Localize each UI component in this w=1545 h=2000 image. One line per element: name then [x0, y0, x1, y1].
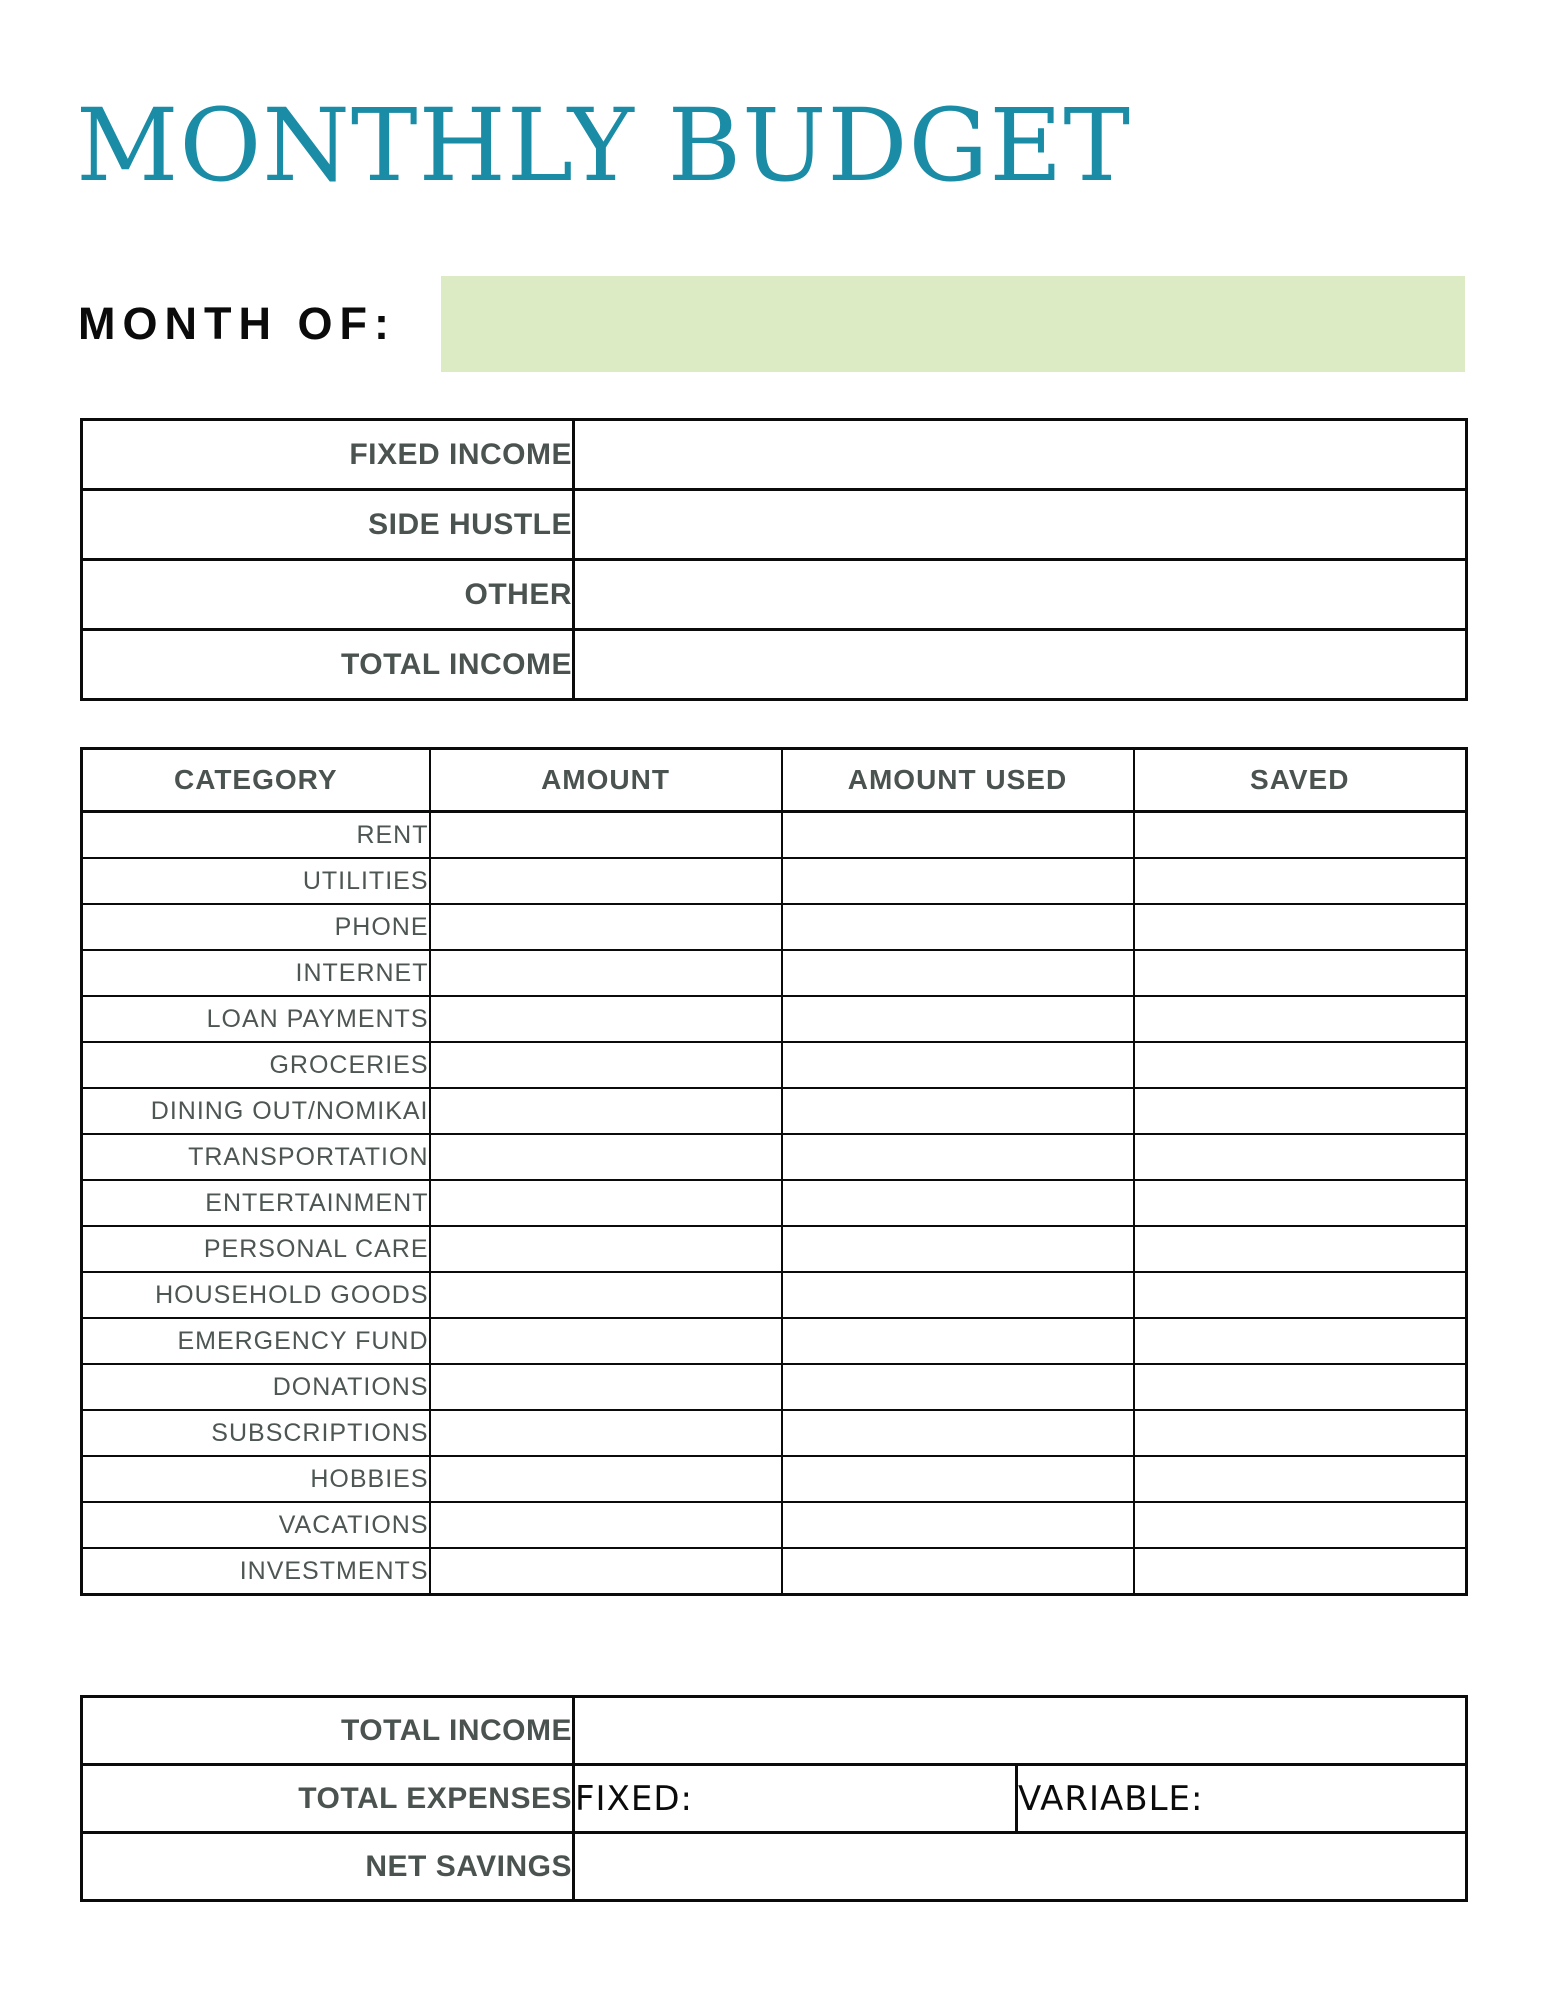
category-label: DINING OUT/NOMIKAI [82, 1088, 430, 1134]
expense-row [82, 1318, 1467, 1364]
saved-cell[interactable] [1134, 1502, 1467, 1548]
other-income-label: OTHER [82, 560, 574, 630]
amount-used-cell[interactable] [782, 904, 1134, 950]
amount-used-cell[interactable] [782, 858, 1134, 904]
expense-row [82, 1226, 1467, 1272]
saved-cell[interactable] [1134, 812, 1467, 859]
amount-cell[interactable] [430, 1180, 782, 1226]
category-label: VACATIONS [82, 1502, 430, 1548]
expense-table-body [82, 812, 1467, 1595]
side-hustle-label: SIDE HUSTLE [82, 490, 574, 560]
expense-row [82, 858, 1467, 904]
amount-cell[interactable] [430, 1410, 782, 1456]
month-of-label: MONTH OF: [78, 298, 396, 349]
summary-table [80, 1695, 1468, 1902]
saved-cell[interactable] [1134, 1456, 1467, 1502]
amount-used-cell[interactable] [782, 1410, 1134, 1456]
category-label: PERSONAL CARE [82, 1226, 430, 1272]
fixed-expenses-value-cell[interactable] [574, 1765, 1017, 1833]
amount-used-cell[interactable] [782, 1548, 1134, 1595]
amount-used-cell[interactable] [782, 1318, 1134, 1364]
amount-used-cell[interactable] [782, 1226, 1134, 1272]
total-income-label: TOTAL INCOME [82, 630, 574, 700]
amount-used-cell[interactable] [782, 1088, 1134, 1134]
saved-cell[interactable] [1134, 1180, 1467, 1226]
saved-cell[interactable] [1134, 1548, 1467, 1595]
total-income-value-cell[interactable] [574, 630, 1467, 700]
variable-expenses-label: VARIABLE: [1018, 1778, 1204, 1819]
expense-table [80, 747, 1468, 1596]
amount-column-header: AMOUNT [430, 749, 782, 812]
page-title: MONTHLY BUDGET [76, 87, 1132, 204]
fixed-income-value-cell[interactable] [574, 420, 1467, 490]
amount-used-cell[interactable] [782, 1180, 1134, 1226]
saved-cell[interactable] [1134, 1088, 1467, 1134]
saved-cell[interactable] [1134, 904, 1467, 950]
table-row [82, 560, 1467, 630]
category-label: EMERGENCY FUND [82, 1318, 430, 1364]
net-savings-label: NET SAVINGS [82, 1833, 574, 1901]
amount-cell[interactable] [430, 1088, 782, 1134]
expense-row [82, 1364, 1467, 1410]
category-column-header: CATEGORY [82, 749, 430, 812]
other-income-value-cell[interactable] [574, 560, 1467, 630]
expense-row [82, 904, 1467, 950]
amount-cell[interactable] [430, 1548, 782, 1595]
amount-used-cell[interactable] [782, 1502, 1134, 1548]
table-row [82, 1765, 1467, 1833]
category-label: HOUSEHOLD GOODS [82, 1272, 430, 1318]
table-row [82, 490, 1467, 560]
amount-cell[interactable] [430, 996, 782, 1042]
summary-total-income-value-cell[interactable] [574, 1697, 1467, 1765]
table-row [82, 1697, 1467, 1765]
variable-expenses-value-cell[interactable] [1017, 1765, 1467, 1833]
saved-cell[interactable] [1134, 1410, 1467, 1456]
expense-row [82, 1180, 1467, 1226]
category-label: GROCERIES [82, 1042, 430, 1088]
amount-used-cell[interactable] [782, 812, 1134, 859]
expense-row [82, 1134, 1467, 1180]
category-label: TRANSPORTATION [82, 1134, 430, 1180]
fixed-income-label: FIXED INCOME [82, 420, 574, 490]
saved-cell[interactable] [1134, 1226, 1467, 1272]
amount-cell[interactable] [430, 1042, 782, 1088]
amount-used-cell[interactable] [782, 1134, 1134, 1180]
amount-cell[interactable] [430, 1364, 782, 1410]
expense-row [82, 1272, 1467, 1318]
side-hustle-value-cell[interactable] [574, 490, 1467, 560]
amount-cell[interactable] [430, 1272, 782, 1318]
saved-cell[interactable] [1134, 950, 1467, 996]
fixed-expenses-label: FIXED: [575, 1778, 693, 1819]
net-savings-value-cell[interactable] [574, 1833, 1467, 1901]
category-label: PHONE [82, 904, 430, 950]
table-row [82, 1833, 1467, 1901]
category-label: INTERNET [82, 950, 430, 996]
amount-cell[interactable] [430, 1226, 782, 1272]
amount-cell[interactable] [430, 904, 782, 950]
saved-cell[interactable] [1134, 1318, 1467, 1364]
amount-cell[interactable] [430, 858, 782, 904]
expense-row [82, 996, 1467, 1042]
expense-row [82, 1548, 1467, 1595]
saved-cell[interactable] [1134, 858, 1467, 904]
month-input-field[interactable] [441, 276, 1465, 372]
saved-column-header: SAVED [1134, 749, 1467, 812]
category-label: HOBBIES [82, 1456, 430, 1502]
amount-cell[interactable] [430, 1502, 782, 1548]
summary-total-income-label: TOTAL INCOME [82, 1697, 574, 1765]
table-row [82, 630, 1467, 700]
amount-used-cell[interactable] [782, 1272, 1134, 1318]
expense-row [82, 812, 1467, 859]
table-row [82, 420, 1467, 490]
saved-cell[interactable] [1134, 1364, 1467, 1410]
amount-used-cell[interactable] [782, 950, 1134, 996]
amount-cell[interactable] [430, 950, 782, 996]
category-label: LOAN PAYMENTS [82, 996, 430, 1042]
saved-cell[interactable] [1134, 1042, 1467, 1088]
expense-row [82, 1088, 1467, 1134]
amount-cell[interactable] [430, 1318, 782, 1364]
expense-row [82, 950, 1467, 996]
amount-used-cell[interactable] [782, 1042, 1134, 1088]
expense-table-header-row [82, 749, 1467, 812]
category-label: INVESTMENTS [82, 1548, 430, 1595]
expense-row [82, 1410, 1467, 1456]
amount-used-cell[interactable] [782, 1456, 1134, 1502]
expense-row [82, 1042, 1467, 1088]
amount-cell[interactable] [430, 812, 782, 859]
saved-cell[interactable] [1134, 1134, 1467, 1180]
amount-used-cell[interactable] [782, 1364, 1134, 1410]
amount-used-column-header: AMOUNT USED [782, 749, 1134, 812]
category-label: RENT [82, 812, 430, 859]
amount-used-cell[interactable] [782, 996, 1134, 1042]
category-label: SUBSCRIPTIONS [82, 1410, 430, 1456]
saved-cell[interactable] [1134, 996, 1467, 1042]
amount-cell[interactable] [430, 1134, 782, 1180]
income-table [80, 418, 1468, 701]
saved-cell[interactable] [1134, 1272, 1467, 1318]
category-label: UTILITIES [82, 858, 430, 904]
expense-row [82, 1502, 1467, 1548]
expense-row [82, 1456, 1467, 1502]
total-expenses-label: TOTAL EXPENSES [82, 1765, 574, 1833]
category-label: ENTERTAINMENT [82, 1180, 430, 1226]
category-label: DONATIONS [82, 1364, 430, 1410]
amount-cell[interactable] [430, 1456, 782, 1502]
